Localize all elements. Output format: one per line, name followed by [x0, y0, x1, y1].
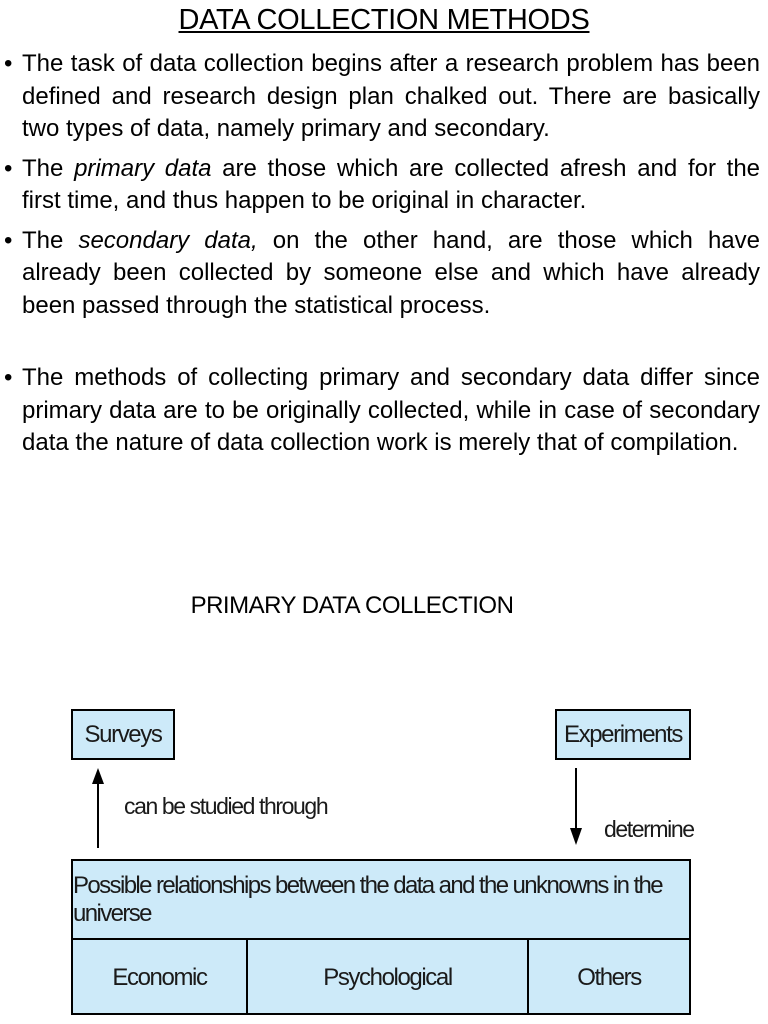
- bullet-emphasis: secondary data,: [78, 226, 258, 254]
- bullet-text: The: [22, 154, 75, 182]
- bullet-text: on the other hand, are those which have already been collected by someone else and which have already been passed through the statistical process.: [22, 226, 760, 319]
- bullet-dot: •: [4, 364, 13, 391]
- relationships-header: Possible relationships between the data and the unknowns in the universe: [73, 861, 689, 940]
- can-be-studied-label: can be studied through: [124, 793, 328, 819]
- bullet-dot: •: [4, 50, 13, 77]
- category-economic: Economic: [112, 963, 207, 991]
- bullet-text: The methods of collecting primary and secondary data differ since primary data are to be originally collected, while in case of secondary data the nature of data collection work is merely that of compilation.: [22, 364, 760, 456]
- bullet-dot: •: [4, 226, 13, 254]
- category-others: Others: [527, 940, 689, 1015]
- down-arrow: [570, 768, 582, 845]
- bullet-text: are those which are collected afresh and for the first time, and thus happen to be original in character.: [22, 154, 761, 214]
- experiments-label: Experiments: [564, 720, 682, 748]
- surveys-label: Surveys: [84, 720, 162, 748]
- bullet-text: The task of data collection begins after a research problem has been defined and research design plan chalked out. There are basically two types of data, namely primary and secondary.: [22, 50, 760, 142]
- bullet-dot: •: [4, 154, 13, 182]
- determine-label: determine: [604, 816, 694, 842]
- bullet-emphasis: primary data: [74, 154, 212, 182]
- bullet-text: The: [22, 226, 79, 254]
- page-title: DATA COLLECTION METHODS: [178, 4, 590, 36]
- category-row: [73, 940, 689, 1015]
- section-subtitle: PRIMARY DATA COLLECTION: [190, 592, 514, 619]
- category-psychological: Psychological: [246, 940, 527, 1015]
- relationships-box: [71, 859, 691, 1015]
- up-arrow: [92, 768, 104, 848]
